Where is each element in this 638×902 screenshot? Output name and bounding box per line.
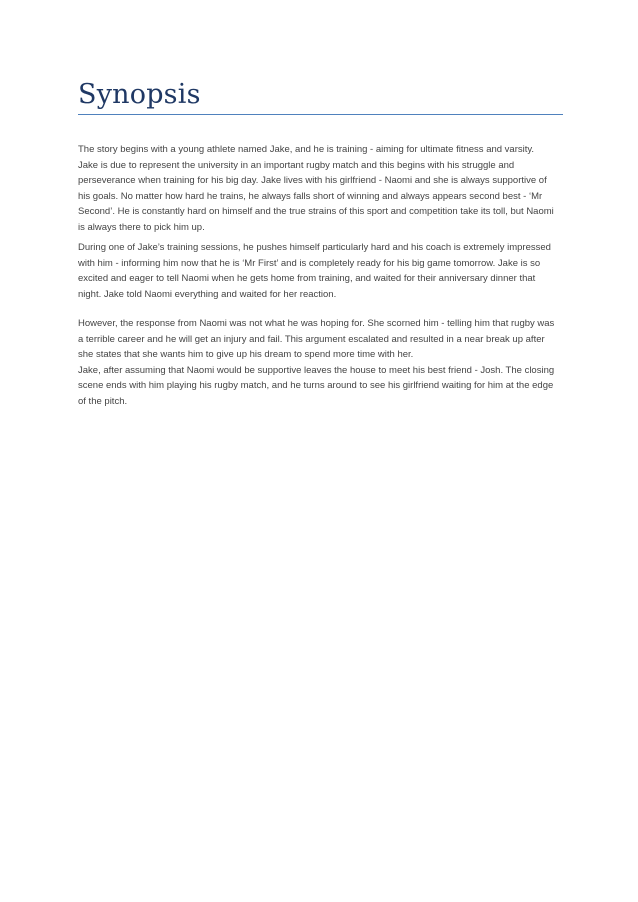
text-line: The story begins with a young athlete named Jake, and he is training - aiming for ultimate fitness and varsity. (78, 144, 535, 155)
text-line: perseverance when training for his big day. Jake lives with his girlfriend - Naomi and she is always supportive of (78, 175, 547, 186)
page-title: Synopsis (78, 79, 201, 110)
text-line: with him - informing him now that he is ‘Mr First’ and is completely ready for his big game tomorrow. Jake is so (78, 257, 541, 269)
paragraph-response (78, 316, 568, 409)
text-line: Jake, after assuming that Naomi would be supportive leaves the house to meet his best friend - Josh. The closing (78, 364, 555, 376)
text-line: his goals. No matter how hard he trains, he always falls short of winning and always appears second best - ‘Mr (78, 190, 543, 202)
text-line: Second’. He is constantly hard on himself and the true strains of this sport and competition take its toll, but Naomi (78, 206, 554, 217)
text-line: Jake is due to represent the university in an important rugby match and this begins with his struggle and (78, 159, 515, 171)
text-line: scene ends with him playing his rugby match, and he turns around to see his girlfriend waiting for him at the edge (78, 380, 554, 391)
text-line: However, the response from Naomi was not what he was hoping for. She scorned him - telling him that rugby was (78, 318, 555, 329)
text-line: is always there to pick him up. (78, 221, 205, 233)
text-line: excited and eager to tell Naomi when he gets home from training, and waited for their anniversary dinner that (78, 273, 536, 284)
text-line: of the pitch. (78, 395, 128, 407)
paragraph-training-session (78, 240, 568, 302)
text-line: During one of Jake’s training sessions, he pushes himself particularly hard and his coach is extremely impressed (78, 242, 551, 253)
text-line: a terrible career and he will get an injury and fail. This argument escalated and resulted in a near break up after (78, 333, 545, 345)
paragraph-intro (78, 142, 568, 235)
text-line: night. Jake told Naomi everything and waited for her reaction. (78, 288, 337, 300)
text-line: she states that she wants him to give up his dream to spend more time with her. (78, 349, 414, 360)
title-underline-rule (78, 114, 563, 115)
